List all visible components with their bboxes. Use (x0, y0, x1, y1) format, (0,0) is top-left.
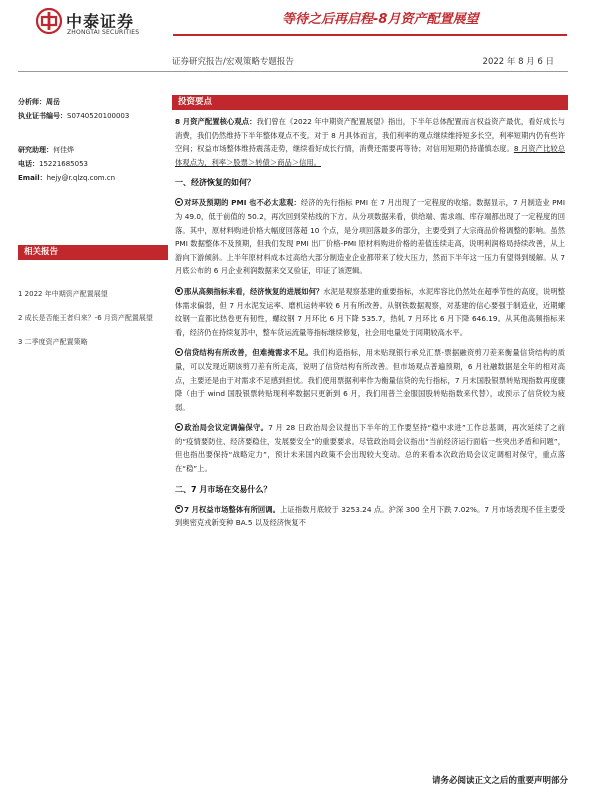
section-heading-key-points: 投资要点 (172, 95, 568, 110)
license-value: S0740520100003 (67, 112, 130, 120)
high-frequency-paragraph (175, 285, 565, 339)
email-label: Email： (18, 174, 47, 182)
phone-value: 15221685053 (39, 160, 88, 168)
equity-market-text: 上证指数月底较于 3253.24 点。沪深 300 全月下跌 7.02%。7 月市场表现不佳主要受到奥密克戎新变种 BA.5 以及经济恢复不 (175, 504, 565, 528)
logo-mark-icon (36, 8, 62, 34)
politburo-text: 7 月 28 日政治局会议提出下半年的工作要坚持“稳中求进”工作总基调，再次延续了之前的“疫情要防住、经济要稳住，发展要安全”的重要要求。尽管政治局会议指出“当前经济运行面临一些突出矛盾和问题”，但也指出要保持“战略定力”，预计未来国内政策不会出现较大变动。总的来看本次政治局会议定调相对保守，重点落在“稳”上。 (175, 423, 566, 474)
analyst-name: 周岳 (46, 98, 60, 106)
pmi-paragraph (175, 196, 565, 278)
politburo-paragraph (175, 421, 565, 475)
equity-market-paragraph (175, 503, 565, 530)
analyst-label: 分析师： (18, 98, 46, 106)
bullet-icon (175, 348, 183, 356)
bullet-icon (175, 423, 183, 431)
logo-text-cn: 中泰证券 (66, 12, 135, 31)
credit-text: 我们构造指标，用未贴现银行承兑汇票-票据融资剪刀差来衡量信贷结构的质量，可以发现近期该剪刀差有所走高，说明了信贷结构有所改善。但市场观点普遍预期，6 月社融数据是全年的相对高点，主要还是由于对需求不足感到担忧。我们使用票据利率作为衡量信贷的先行指标，7 月末国股银票转贴现指数再度骤降（由于 wind 国股银票转贴现利率数据只更新到 6 月，我们用普兰金服国股转贴指数来代替），或预示了信贷较为疲弱。 (175, 348, 566, 412)
assistant-label: 研究助理： (18, 146, 53, 154)
author-info (18, 95, 168, 185)
report-title: 等待之后再启程-8月资产配置展望 (282, 12, 479, 27)
politburo-lead: 政治局会议定调偏保守。 (184, 423, 269, 433)
equity-market-lead: 7 月权益市场整体有所回调。 (184, 504, 281, 514)
core-view-text: 我们曾在《2022 年中期资产配置展望》指出，下半年总体配置而言权益资产最优，看好成长与消费，我们仍然维持下半年整体观点不变。对于 8 月具体而言，我们利率的观点继续维持短多长空，利率短期内仍有些许空间；权益市场整体维持震荡走势，继续看好成长行情，消费还需要再等待；对信用短期仍持谨慎态度。 (175, 117, 565, 154)
credit-paragraph (175, 346, 565, 414)
main-content (175, 115, 565, 537)
assistant-name: 何佳烨 (53, 146, 74, 154)
license-line (18, 109, 168, 123)
related-report-item[interactable]: 3 二季度资产配置策略 (18, 338, 88, 346)
logo-text-en: ZHONGTAI SECURITIES (67, 29, 140, 36)
phone-label: 电话： (18, 160, 39, 168)
core-view-paragraph (175, 115, 565, 169)
header-divider (18, 71, 568, 72)
analyst-line (18, 95, 168, 109)
report-category: 证券研究报告/宏观策略专题报告 (172, 57, 294, 67)
license-label: 执业证书编号： (18, 112, 67, 120)
email-value[interactable]: hejy@r.qlzq.com.cn (46, 174, 116, 182)
assistant-line (18, 143, 168, 157)
high-frequency-lead: 那从高频指标来看，经济恢复的进展如何？ (184, 286, 324, 296)
page-header (0, 0, 600, 80)
core-view-lead: 8 月资产配置核心观点： (175, 117, 257, 126)
related-reports-list (18, 287, 168, 359)
credit-lead: 信贷结构有所改善，但难掩需求不足。 (184, 348, 313, 358)
bullet-icon (175, 505, 183, 513)
company-logo (36, 7, 156, 41)
pmi-lead: 对环及预期的 PMI 也不必太悲观： (184, 198, 301, 208)
email-line (18, 171, 168, 185)
core-view-summary: 8 月资产比较总体观点为，利率＞股票＞转债＞商品＞信用。 (175, 144, 566, 167)
report-date: 2022 年 8 月 6 日 (482, 57, 554, 67)
question-heading-1: 一、经济恢复的如何？ (175, 178, 255, 188)
bullet-icon (175, 198, 183, 206)
phone-line (18, 157, 168, 171)
related-report-item[interactable]: 2 成长是否能王者归来？-6 月资产配置展望 (18, 314, 153, 322)
header-red-rule (173, 34, 567, 36)
footer-disclaimer: 请务必阅读正文之后的重要声明部分 (431, 776, 568, 786)
bullet-icon (175, 287, 183, 295)
question-heading-2: 二、7 月市场在交易什么？ (175, 484, 272, 494)
related-reports-heading: 相关报告 (18, 245, 168, 260)
related-report-item[interactable]: 1 2022 年中期资产配置展望 (18, 290, 108, 298)
high-frequency-text: 水泥是观察基建的重要指标，水泥库容比仍然处在超季节性的高度，说明整体需求偏弱，但 7 月水泥发运率、磨机运转率较 6 月有所改善。从钢铁数据观察，对基建的信心要强于制造业，近期螺纹钢一直都比热卷更有韧性，螺纹钢 7 月环比 6 月下降 535.7，热轧 7 月环比 6 月下降 646.19。从其他高频指标来看，经济仍在持续复苏中，整车货运流量等指标继续修复，社会用电量处于同期较高水平。 (175, 286, 566, 337)
pmi-text: 经济的先行指标 PMI 在 7 月出现了一定程度的收缩。数据显示，7 月制造业 PMI 为 49.0，低于前值的 50.2，再次回到荣枯线的下方。从分项数据来看，供给端、需求端、库存端都出现了一定程度的回落。其中，原材料购进价格大幅度回落超 10 个点，是分项回落最多的部分，主要受到了大宗商品价格调整的影响。虽然 PMI 数据整体不及预期，但我们发现 PMI 出厂价格-PMI 原材料购进价格的差值连续走高，说明利润格局持续改善，从上游向下游倾斜。上半年原材料成本过高给大部分制造业企业都带来了较大压力，然而下半年这一压力有望得到缓解。从 7 月底公布的 6 月企业利润数据来交叉验证，印证了该逻辑。 (175, 198, 565, 276)
